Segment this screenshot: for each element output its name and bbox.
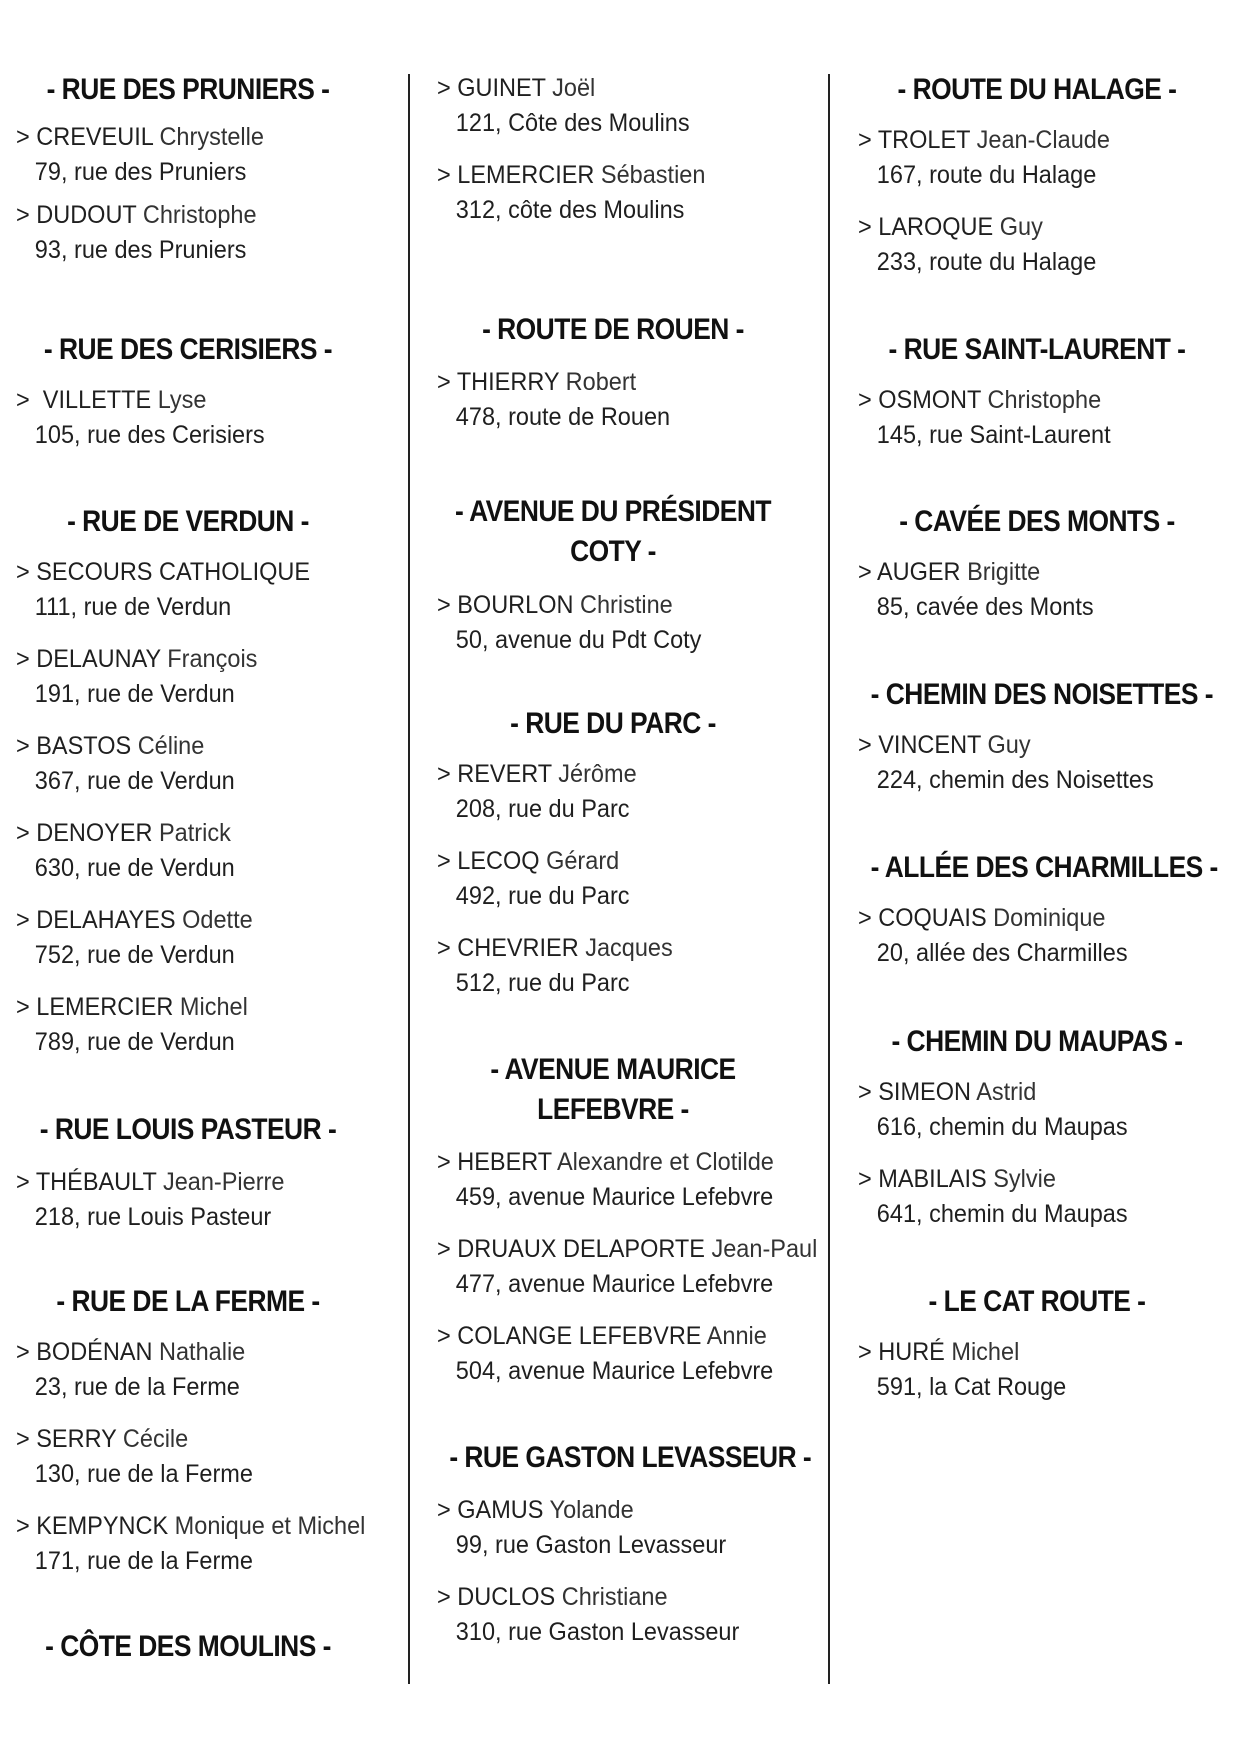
section-title-rue-saint-laurent: - RUE SAINT-LAURENT - xyxy=(888,333,1186,366)
resident-name xyxy=(858,210,1096,245)
resident-entry xyxy=(16,1422,253,1492)
resident-name xyxy=(437,757,637,792)
resident-last-name: HEBERT xyxy=(457,1148,552,1176)
resident-first-name: Odette xyxy=(182,906,253,934)
resident-address: 312, côte des Moulins xyxy=(455,196,685,224)
resident-entry xyxy=(16,903,253,973)
resident-entry xyxy=(858,1335,1066,1405)
entry-marker: > xyxy=(858,126,878,154)
resident-entry xyxy=(16,729,235,799)
resident-name xyxy=(437,844,630,879)
resident-name xyxy=(16,903,253,938)
resident-last-name: DRUAUX DELAPORTE xyxy=(457,1235,705,1263)
resident-last-name: CHEVRIER xyxy=(457,934,579,962)
entry-marker: > xyxy=(858,1338,879,1366)
resident-first-name: Patrick xyxy=(159,819,231,847)
entry-marker: > xyxy=(437,847,458,875)
resident-first-name: Nathalie xyxy=(159,1338,246,1366)
resident-first-name: Guy xyxy=(987,731,1031,759)
entry-marker: > xyxy=(858,558,877,586)
entry-marker: > xyxy=(437,591,458,619)
resident-name xyxy=(16,1165,284,1200)
resident-first-name: Michel xyxy=(951,1338,1020,1366)
entry-marker: > xyxy=(858,1165,879,1193)
entry-marker: > xyxy=(437,1148,458,1176)
resident-address: 224, chemin des Noisettes xyxy=(876,766,1154,794)
resident-name xyxy=(858,1162,1128,1197)
resident-entry xyxy=(437,158,705,228)
resident-entry xyxy=(437,71,690,141)
resident-entry xyxy=(437,1145,774,1215)
resident-entry xyxy=(437,588,701,658)
section-title-rue-gaston-levasseur: - RUE GASTON LEVASSEUR - xyxy=(449,1441,812,1474)
section-title-le-cat-route: - LE CAT ROUTE - xyxy=(928,1285,1146,1318)
resident-name xyxy=(16,642,257,677)
entry-marker: > xyxy=(437,1496,458,1524)
resident-last-name: GUINET xyxy=(457,74,546,102)
resident-entry xyxy=(437,1493,726,1563)
resident-last-name: THIERRY xyxy=(456,368,560,396)
section-title-rue-de-la-ferme: - RUE DE LA FERME - xyxy=(56,1285,320,1318)
resident-address: 504, avenue Maurice Lefebvre xyxy=(455,1357,774,1385)
resident-first-name: Alexandre et Clotilde xyxy=(556,1148,774,1176)
resident-entry xyxy=(437,1232,817,1302)
resident-address: 145, rue Saint-Laurent xyxy=(876,421,1111,449)
resident-first-name: Michel xyxy=(179,993,248,1021)
resident-name xyxy=(437,1145,774,1180)
resident-entry xyxy=(437,757,637,827)
resident-address: 233, route du Halage xyxy=(876,248,1097,276)
resident-address: 85, cavée des Monts xyxy=(876,593,1094,621)
resident-address: 492, rue du Parc xyxy=(455,882,630,910)
resident-address: 130, rue de la Ferme xyxy=(34,1460,253,1488)
entry-marker: > xyxy=(16,906,37,934)
resident-last-name: SIMEON xyxy=(878,1078,971,1106)
resident-first-name: Yolande xyxy=(549,1496,634,1524)
resident-last-name: BOURLON xyxy=(457,591,574,619)
entry-marker: > xyxy=(16,1512,37,1540)
resident-first-name: Christiane xyxy=(561,1583,668,1611)
resident-first-name: François xyxy=(167,645,258,673)
resident-name xyxy=(858,1335,1066,1370)
resident-first-name: Lyse xyxy=(157,386,207,414)
resident-entry xyxy=(16,1509,365,1579)
resident-entry xyxy=(16,198,257,268)
resident-name xyxy=(858,1075,1128,1110)
entry-marker: > xyxy=(16,558,37,586)
resident-first-name: Jacques xyxy=(585,934,673,962)
section-title-route-du-halage: - ROUTE DU HALAGE - xyxy=(897,73,1177,106)
resident-last-name: LAROQUE xyxy=(878,213,994,241)
resident-first-name: Robert xyxy=(565,368,637,396)
resident-address: 111, rue de Verdun xyxy=(34,593,232,621)
resident-address: 310, rue Gaston Levasseur xyxy=(455,1618,740,1646)
resident-name xyxy=(437,1493,726,1528)
resident-last-name: DENOYER xyxy=(36,819,153,847)
entry-marker: > xyxy=(437,1235,458,1263)
entry-marker: > xyxy=(16,819,37,847)
resident-last-name: GAMUS xyxy=(457,1496,544,1524)
resident-address: 99, rue Gaston Levasseur xyxy=(455,1531,727,1559)
section-title-rue-des-cerisiers: - RUE DES CERISIERS - xyxy=(43,333,333,366)
resident-last-name: DELAUNAY xyxy=(36,645,161,673)
resident-last-name: LEMERCIER xyxy=(457,161,595,189)
resident-last-name: KEMPYNCK xyxy=(36,1512,169,1540)
entry-marker: > xyxy=(858,1078,879,1106)
entry-marker: > xyxy=(16,1168,36,1196)
resident-address: 23, rue de la Ferme xyxy=(34,1373,240,1401)
entry-marker: > xyxy=(16,123,37,151)
resident-name xyxy=(437,365,670,400)
resident-last-name: AUGER xyxy=(876,558,961,586)
resident-name xyxy=(437,1319,773,1354)
resident-last-name: COLANGE LEFEBVRE xyxy=(457,1322,702,1350)
resident-last-name: REVERT xyxy=(457,760,552,788)
resident-first-name: Jean-Claude xyxy=(976,126,1110,154)
resident-entry xyxy=(858,728,1154,798)
entry-marker: > xyxy=(437,1583,458,1611)
entry-marker: > xyxy=(437,760,458,788)
resident-last-name: THÉBAULT xyxy=(35,1168,157,1196)
entry-marker: > xyxy=(16,1338,37,1366)
resident-first-name: Jean-Paul xyxy=(711,1235,818,1263)
entry-marker: > xyxy=(858,731,879,759)
resident-name xyxy=(437,588,701,623)
resident-first-name: Sylvie xyxy=(993,1165,1056,1193)
resident-first-name: Joël xyxy=(552,74,596,102)
resident-address: 477, avenue Maurice Lefebvre xyxy=(455,1270,774,1298)
resident-last-name: LECOQ xyxy=(457,847,540,875)
resident-entry xyxy=(16,642,257,712)
column-2 xyxy=(437,0,818,1754)
section-title-rue-de-verdun: - RUE DE VERDUN - xyxy=(67,505,309,538)
resident-entry xyxy=(858,555,1094,625)
resident-first-name: Christophe xyxy=(142,201,257,229)
resident-entry xyxy=(437,365,670,435)
section-title-avenue-maurice-lefebvre: - AVENUE MAURICE LEFEBVRE - xyxy=(490,1053,736,1126)
resident-first-name: Monique et Michel xyxy=(174,1512,366,1540)
section-title-cavee-des-monts: - CAVÉE DES MONTS - xyxy=(899,505,1175,538)
resident-first-name: Guy xyxy=(999,213,1043,241)
resident-name xyxy=(16,729,235,764)
resident-first-name: Brigitte xyxy=(967,558,1041,586)
section-title-avenue-du-president-coty: - AVENUE DU PRÉSIDENT COTY - xyxy=(454,495,772,568)
resident-name xyxy=(858,555,1094,590)
resident-name xyxy=(858,383,1111,418)
section-title-chemin-du-maupas: - CHEMIN DU MAUPAS - xyxy=(891,1025,1183,1058)
resident-address: 367, rue de Verdun xyxy=(34,767,235,795)
resident-address: 478, route de Rouen xyxy=(455,403,671,431)
resident-last-name: TROLET xyxy=(877,126,971,154)
resident-entry xyxy=(858,383,1111,453)
resident-address: 121, Côte des Moulins xyxy=(455,109,690,137)
entry-marker: > xyxy=(437,368,457,396)
resident-last-name: DUDOUT xyxy=(36,201,137,229)
column-3 xyxy=(858,0,1236,1754)
resident-entry xyxy=(16,816,235,886)
resident-address: 459, avenue Maurice Lefebvre xyxy=(455,1183,774,1211)
resident-last-name: DELAHAYES xyxy=(36,906,176,934)
resident-last-name: SERRY xyxy=(36,1425,117,1453)
resident-first-name: Annie xyxy=(706,1322,767,1350)
resident-name xyxy=(16,555,310,590)
resident-first-name: Gérard xyxy=(546,847,620,875)
resident-name xyxy=(16,816,235,851)
resident-last-name: DUCLOS xyxy=(457,1583,556,1611)
resident-first-name: Dominique xyxy=(993,904,1106,932)
column-divider-left xyxy=(408,74,410,1684)
resident-entry xyxy=(858,901,1128,971)
resident-entry xyxy=(437,1319,773,1389)
resident-address: 218, rue Louis Pasteur xyxy=(34,1203,272,1231)
resident-address: 752, rue de Verdun xyxy=(34,941,235,969)
resident-name xyxy=(437,71,690,106)
resident-last-name: HURÉ xyxy=(878,1338,945,1366)
entry-marker: > xyxy=(437,74,458,102)
resident-address: 191, rue de Verdun xyxy=(34,680,235,708)
resident-last-name: BODÉNAN xyxy=(36,1338,153,1366)
resident-entry xyxy=(858,123,1110,193)
resident-last-name: LEMERCIER xyxy=(36,993,174,1021)
resident-address: 105, rue des Cerisiers xyxy=(34,421,265,449)
resident-first-name: Chrystelle xyxy=(159,123,264,151)
resident-entry xyxy=(16,1335,245,1405)
resident-entry xyxy=(16,120,264,190)
entry-marker: > xyxy=(16,201,37,229)
resident-entry xyxy=(858,1162,1128,1232)
resident-address: 641, chemin du Maupas xyxy=(876,1200,1128,1228)
resident-address: 79, rue des Pruniers xyxy=(34,158,247,186)
resident-name xyxy=(16,383,265,418)
entry-marker: > xyxy=(437,934,458,962)
resident-address: 512, rue du Parc xyxy=(455,969,630,997)
resident-name xyxy=(16,120,264,155)
resident-address: 50, avenue du Pdt Coty xyxy=(455,626,702,654)
resident-last-name: SECOURS CATHOLIQUE xyxy=(36,558,311,586)
section-title-rue-du-parc: - RUE DU PARC - xyxy=(510,707,716,740)
resident-entry xyxy=(437,1580,739,1650)
resident-last-name: VINCENT xyxy=(878,731,981,759)
section-title-rue-des-pruniers: - RUE DES PRUNIERS - xyxy=(46,73,330,106)
entry-marker: > xyxy=(16,645,37,673)
resident-first-name: Jérôme xyxy=(558,760,637,788)
section-title-route-de-rouen: - ROUTE DE ROUEN - xyxy=(482,313,744,346)
resident-address: 591, la Cat Rouge xyxy=(876,1373,1067,1401)
resident-last-name: CREVEUIL xyxy=(36,123,153,151)
resident-last-name: OSMONT xyxy=(878,386,981,414)
resident-entry xyxy=(437,844,630,914)
resident-name xyxy=(16,1422,253,1457)
resident-entry xyxy=(858,210,1096,280)
entry-marker: > xyxy=(858,904,879,932)
resident-name xyxy=(16,1335,245,1370)
resident-address: 208, rue du Parc xyxy=(455,795,630,823)
resident-address: 630, rue de Verdun xyxy=(34,854,235,882)
resident-address: 93, rue des Pruniers xyxy=(34,236,247,264)
resident-entry xyxy=(16,383,265,453)
section-title-chemin-des-noisettes: - CHEMIN DES NOISETTES - xyxy=(870,678,1213,711)
resident-name xyxy=(16,1509,365,1544)
resident-name xyxy=(437,1580,739,1615)
resident-last-name: VILLETTE xyxy=(42,386,152,414)
entry-marker: > xyxy=(16,732,37,760)
column-divider-right xyxy=(828,74,830,1684)
entry-marker: > xyxy=(16,386,43,414)
resident-name xyxy=(437,1232,817,1267)
resident-name xyxy=(858,728,1154,763)
resident-first-name: Céline xyxy=(137,732,205,760)
entry-marker: > xyxy=(858,386,879,414)
resident-name xyxy=(858,123,1110,158)
resident-name xyxy=(437,158,705,193)
resident-entry xyxy=(16,555,310,625)
resident-entry xyxy=(437,931,673,1001)
entry-marker: > xyxy=(16,993,37,1021)
section-title-rue-louis-pasteur: - RUE LOUIS PASTEUR - xyxy=(39,1113,337,1146)
entry-marker: > xyxy=(16,1425,37,1453)
resident-name xyxy=(437,931,673,966)
resident-name xyxy=(16,198,257,233)
resident-address: 789, rue de Verdun xyxy=(34,1028,235,1056)
resident-first-name: Jean-Pierre xyxy=(162,1168,285,1196)
resident-first-name: Astrid xyxy=(976,1078,1037,1106)
entry-marker: > xyxy=(437,1322,458,1350)
column-1 xyxy=(16,0,394,1754)
entry-marker: > xyxy=(858,213,879,241)
resident-name xyxy=(16,990,248,1025)
resident-last-name: COQUAIS xyxy=(878,904,987,932)
section-title-allee-des-charmilles: - ALLÉE DES CHARMILLES - xyxy=(870,851,1218,884)
resident-name xyxy=(858,901,1128,936)
entry-marker: > xyxy=(437,161,458,189)
resident-last-name: BASTOS xyxy=(36,732,132,760)
resident-entry xyxy=(16,990,248,1060)
resident-entry xyxy=(858,1075,1128,1145)
resident-last-name: MABILAIS xyxy=(878,1165,987,1193)
resident-address: 171, rue de la Ferme xyxy=(34,1547,253,1575)
resident-address: 20, allée des Charmilles xyxy=(876,939,1128,967)
resident-address: 167, route du Halage xyxy=(876,161,1097,189)
resident-first-name: Sébastien xyxy=(600,161,706,189)
resident-first-name: Christophe xyxy=(987,386,1102,414)
resident-entry xyxy=(16,1165,284,1235)
resident-first-name: Christine xyxy=(580,591,673,619)
resident-address: 616, chemin du Maupas xyxy=(876,1113,1128,1141)
resident-first-name: Cécile xyxy=(122,1425,189,1453)
section-title-cote-des-moulins: - CÔTE DES MOULINS - xyxy=(45,1630,331,1663)
